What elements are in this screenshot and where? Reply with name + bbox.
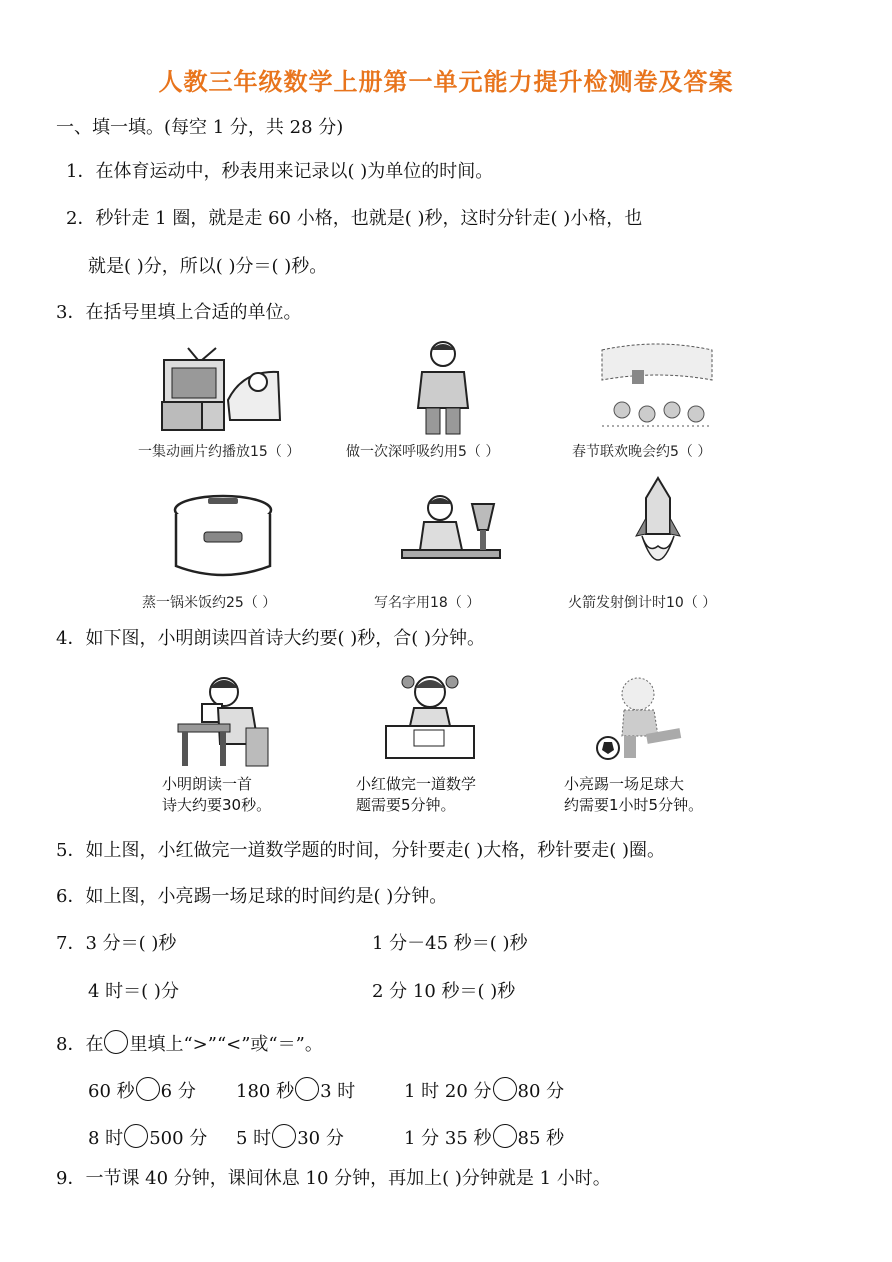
question-3: 3．在括号里填上合适的单位。	[56, 302, 302, 323]
reading-boy-illustration	[176, 668, 276, 768]
writing-boy-illustration	[396, 486, 506, 581]
question-2-line1: 2．秒针走 1 圈，就是走 60 小格，也就是( )秒，这时分针走( )小格，也	[66, 208, 643, 229]
page-title: 人教三年级数学上册第一单元能力提升检测卷及答案	[158, 68, 734, 96]
question-9: 9．一节课 40 分钟，课间休息 10 分钟，再加上( )分钟就是 1 小时。	[56, 1168, 611, 1189]
compare-circle[interactable]	[493, 1077, 517, 1101]
question-8	[56, 1030, 323, 1057]
compare-circle[interactable]	[493, 1124, 517, 1148]
q8-suffix: 里填上“>”“<”或“＝”。	[129, 1034, 323, 1055]
q3-caption: 火箭发射倒计时10（ ）	[568, 595, 717, 611]
question-5: 5．如上图，小红做完一道数学题的时间，分针要走( )大格，秒针要走( )圈。	[56, 840, 665, 861]
question-1: 1．在体育运动中，秒表用来记录以( )为单位的时间。	[66, 161, 494, 182]
q3-caption: 蒸一锅米饭约25（ ）	[142, 595, 277, 611]
section-heading: 一、填一填。(每空 1 分，共 28 分)	[56, 117, 344, 138]
question-2-line2: 就是( )分，所以( )分＝( )秒。	[88, 256, 328, 277]
rocket-illustration	[628, 474, 688, 584]
q3-caption: 一集动画片约播放15（ ）	[138, 444, 301, 460]
q4-caption: 小亮踢一场足球大 约需要1小时5分钟。	[564, 775, 704, 814]
question-6: 6．如上图，小亮踢一场足球的时间约是( )分钟。	[56, 886, 448, 907]
q8-item: 5 时 30 分	[236, 1124, 344, 1151]
q8-prefix: 8．在	[56, 1034, 104, 1055]
homework-girl-illustration	[380, 668, 480, 763]
q8-item: 60 秒 6 分	[88, 1077, 196, 1104]
q4-caption: 小明朗读一首 诗大约要30秒。	[162, 775, 272, 814]
question-7-right-2: 2 分 10 秒＝( )秒	[372, 981, 516, 1002]
q8-item: 1 分 35 秒 85 秒	[404, 1124, 564, 1151]
q8-item: 180 秒 3 时	[236, 1077, 355, 1104]
q3-caption: 春节联欢晚会约5（ ）	[572, 444, 712, 460]
compare-circle[interactable]	[272, 1124, 296, 1148]
rice-cooker-illustration	[168, 492, 278, 582]
spring-gala-illustration	[592, 340, 722, 432]
breathing-boy-illustration	[408, 338, 478, 438]
q3-caption: 做一次深呼吸约用5（ ）	[346, 444, 500, 460]
question-7-left-1: 7．3 分＝( )秒	[56, 933, 177, 954]
football-boy-illustration	[594, 670, 704, 762]
compare-circle[interactable]	[295, 1077, 319, 1101]
q8-item: 1 时 20 分 80 分	[404, 1077, 564, 1104]
compare-circle	[104, 1030, 128, 1054]
question-7-left-2: 4 时＝( )分	[88, 981, 179, 1002]
q8-item: 8 时 500 分	[88, 1124, 207, 1151]
question-4: 4．如下图，小明朗读四首诗大约要( )秒，合( )分钟。	[56, 628, 485, 649]
question-7-right-1: 1 分－45 秒＝( )秒	[372, 933, 528, 954]
q3-caption: 写名字用18（ ）	[374, 595, 481, 611]
q4-caption: 小红做完一道数学 题需要5分钟。	[356, 775, 477, 814]
tv-watching-illustration	[158, 340, 288, 435]
compare-circle[interactable]	[136, 1077, 160, 1101]
compare-circle[interactable]	[124, 1124, 148, 1148]
